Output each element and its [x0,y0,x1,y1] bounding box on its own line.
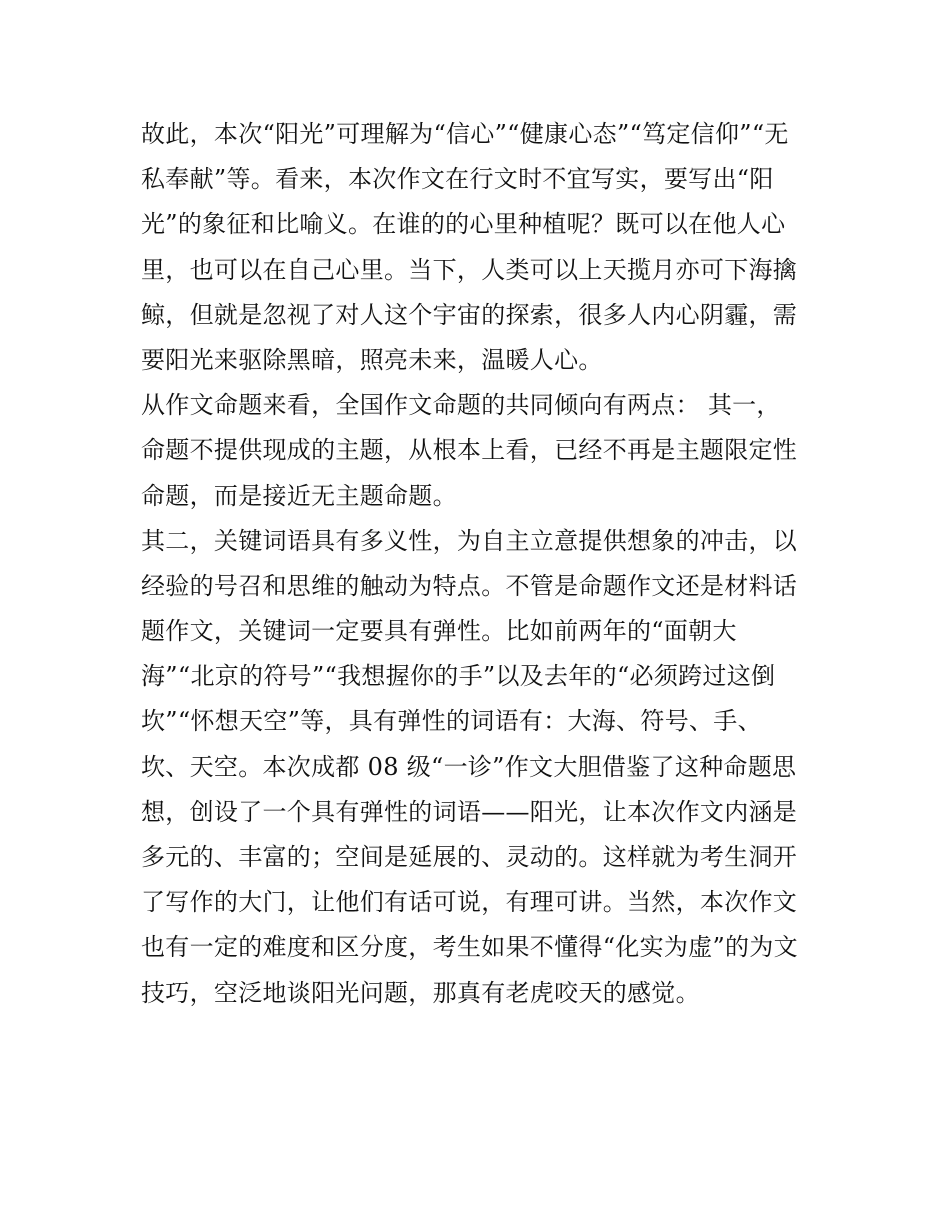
text-line: 命题不提供现成的主题，从根本上看，已经不再是主题限定性 [141,436,798,465]
text-line: 私奉献”等。看来，本次作文在行文时不宜写实，要写出“阳 [141,165,774,194]
text-line: 也有一定的难度和区分度，考生如果不懂得“化实为虚”的为文 [141,933,798,962]
text-line: 海”“北京的符号”“我想握你的手”以及去年的“必须跨过这倒 [141,662,776,691]
text-line: 想，创设了一个具有弹性的词语——阳光，让本次作文内涵是 [141,797,798,826]
text-line: 多元的、丰富的；空间是延展的、灵动的。这样就为考生洞开 [141,843,798,871]
text-line: 光”的象征和比喻义。在谁的的心里种植呢？既可以在他人心 [141,210,786,239]
text-line: 从作文命题来看，全国作文命题的共同倾向有两点： 其一， [141,391,781,420]
text-line: 命题，而是接近无主题命题。 [141,481,457,510]
text-line: 故此，本次“阳光”可理解为“信心”“健康心态”“笃定信仰”“无 [141,120,789,148]
text-line: 题作文，关键词一定要具有弹性。比如前两年的“面朝大 [141,617,737,646]
text-line: 要阳光来驱除黑暗，照亮未来，温暖人心。 [141,345,603,374]
text-line: 鲸，但就是忽视了对人这个宇宙的探索，很多人内心阴霾，需 [141,300,798,329]
text-line: 坎”“怀想天空”等，具有弹性的词语有：大海、符号、手、 [141,707,762,736]
essay-text-block [141,112,831,1016]
text-line: 技巧，空泛地谈阳光问题，那真有老虎咬天的感觉。 [141,978,700,1007]
text-line: 了写作的大门，让他们有话可说，有理可讲。当然，本次作文 [141,888,798,917]
text-line: 其二，关键词语具有多义性，为自主立意提供想象的冲击，以 [141,526,798,555]
text-line: 里，也可以在自己心里。当下，人类可以上天揽月亦可下海擒 [141,255,798,284]
text-line: 经验的号召和思维的触动为特点。不管是命题作文还是材料话 [141,571,798,600]
text-line: 坎、天空。本次成都 08 级“一诊”作文大胆借鉴了这种命题思 [141,752,797,781]
